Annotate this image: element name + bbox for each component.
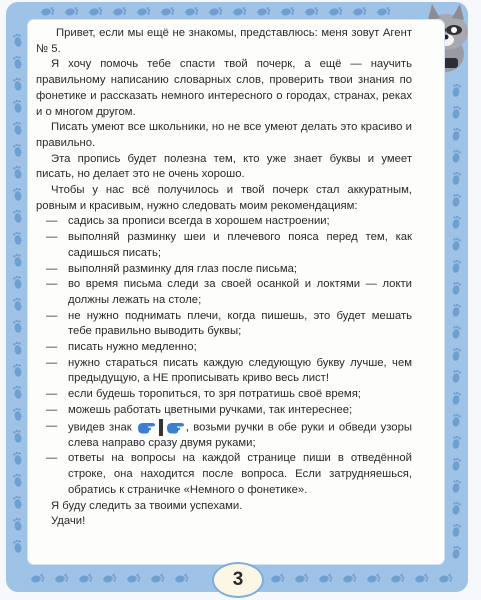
list-item: — садись за прописи всегда в хорошем настроении; xyxy=(46,215,330,228)
footprint-icon xyxy=(209,7,223,17)
list-item: — можешь работать цветными ручками, так интереснее; xyxy=(46,403,353,416)
footprint-icon xyxy=(13,517,23,531)
footprint-icon xyxy=(13,121,23,135)
footprint-icon xyxy=(451,105,461,119)
footprint-icon xyxy=(13,473,23,487)
footprint-icon xyxy=(13,209,23,223)
footprint-icon xyxy=(451,83,461,97)
footprint-icon xyxy=(13,55,23,69)
footprint-icon xyxy=(415,574,429,584)
recommendations-list xyxy=(36,214,412,498)
footprint-icon xyxy=(439,574,453,584)
footprint-icon xyxy=(113,7,127,17)
footprint-icon xyxy=(391,574,405,584)
footprint-icon xyxy=(257,7,271,17)
footprint-icon xyxy=(451,237,461,251)
footprint-icon xyxy=(79,574,93,584)
recommendations-intro: Чтобы у нас всё получилось и твой почерк стал аккуратным, ровным и красивым, нужно следовать моим рекомендациям: xyxy=(36,184,412,212)
list-item: — во время письма следи за своей осанкой и локтями — локти должны лежать на столе; xyxy=(46,278,412,306)
footprint-icon xyxy=(41,7,55,17)
footprint-icon xyxy=(281,7,295,17)
footprint-icon xyxy=(13,297,23,311)
footprint-icon xyxy=(451,281,461,295)
footprint-icon xyxy=(103,574,117,584)
footprint-icon xyxy=(451,149,461,163)
instructions-text xyxy=(36,26,412,530)
footprint-icon xyxy=(367,574,381,584)
footprint-icon xyxy=(305,7,319,17)
footprint-icon xyxy=(353,7,367,17)
list-item: — писать нужно медленно; xyxy=(46,341,197,354)
footprint-icon xyxy=(13,385,23,399)
purpose-paragraph: Я хочу помочь тебе спасти твой почерк, а ещё — научить правильному написанию словарных слов, проверить твои знания по фонетике и рассказать немного интересного о городах, странах, реках и о многом другом. xyxy=(36,58,412,118)
footprint-icon xyxy=(13,77,23,91)
footprint-icon xyxy=(13,33,23,47)
footprint-icon xyxy=(451,171,461,185)
list-item: — ответы на вопросы на каждой странице пиши в отведённой строке, она находится после вопроса. Если затрудняешься, обратись к страничке «Немного о фонетике». xyxy=(46,452,412,496)
footprint-icon xyxy=(89,7,103,17)
footprint-icon xyxy=(13,253,23,267)
footprint-icon xyxy=(13,407,23,421)
footprint-icon xyxy=(13,99,23,113)
closing-paragraph: Я буду следить за твоими успехами. xyxy=(51,499,243,512)
footprint-icon xyxy=(451,391,461,405)
footprint-icon xyxy=(175,574,189,584)
footprint-icon xyxy=(451,193,461,207)
footprint-icon xyxy=(13,165,23,179)
footprint-icon xyxy=(233,7,247,17)
footprint-icon xyxy=(13,363,23,377)
footprint-icon xyxy=(13,143,23,157)
audience-paragraph: Эта пропись будет полезна тем, кто уже знает буквы и умеет писать, но делает это не очень хорошо. xyxy=(36,152,412,181)
footprint-icon xyxy=(31,574,45,584)
footprint-icon xyxy=(161,7,175,17)
footprint-icon xyxy=(13,187,23,201)
footprint-icon xyxy=(451,347,461,361)
footprint-icon xyxy=(451,259,461,273)
footprint-icon xyxy=(13,231,23,245)
footprint-icon xyxy=(271,574,285,584)
good-luck-paragraph: Удачи! xyxy=(51,515,86,528)
footprint-icon xyxy=(185,7,199,17)
footprint-icon xyxy=(451,501,461,515)
intro-paragraph: Привет, если мы ещё не знакомы, представлюсь: меня зовут Агент № 5. xyxy=(36,27,412,55)
footprint-icon xyxy=(13,495,23,509)
footprint-icon xyxy=(451,457,461,471)
footprint-icon xyxy=(451,369,461,383)
footprint-icon xyxy=(127,574,141,584)
footprint-icon xyxy=(13,275,23,289)
footprint-icon xyxy=(451,545,461,559)
list-item: — выполняй разминку шеи и плечевого пояса перед тем, как садишься писать; xyxy=(46,231,412,259)
skill-paragraph: Писать умеют все школьники, но не все умеют делать это красиво и правильно. xyxy=(36,121,412,149)
footprint-icon xyxy=(451,127,461,141)
list-item: — нужно стараться писать каждую следующую букву лучше, чем предыдущую, а НЕ прописывать криво весь лист! xyxy=(46,356,412,385)
footprint-icon xyxy=(451,325,461,339)
page-number: 3 xyxy=(212,562,264,598)
list-item: — выполняй разминку для глаз после письма; xyxy=(46,262,298,275)
footprint-icon xyxy=(137,7,151,17)
footprint-icon xyxy=(295,574,309,584)
footprint-icon xyxy=(13,341,23,355)
footprint-icon xyxy=(55,574,69,584)
footprint-icon xyxy=(319,574,333,584)
footprint-icon xyxy=(451,215,461,229)
footprint-icon xyxy=(65,7,79,17)
footprint-icon xyxy=(451,523,461,537)
footprint-icon xyxy=(13,539,23,553)
footprint-icon xyxy=(451,413,461,427)
footprint-icon xyxy=(377,7,391,17)
footprint-icon xyxy=(13,429,23,443)
footprint-icon xyxy=(343,574,357,584)
list-item: — не нужно поднимать плечи, когда пишешь, это будет мешать тебе правильно выводить буквы; xyxy=(46,309,412,338)
list-item: — если будешь торопиться, то зря потратишь своё время; xyxy=(46,388,361,401)
footprint-icon xyxy=(451,303,461,317)
list-item-sign: — увидев знак , возьми ручки в обе руки и обведи узоры слева направо сразу двумя руками; xyxy=(46,419,412,449)
footprint-icon xyxy=(151,574,165,584)
pointing-hand-icon xyxy=(136,419,161,436)
footprint-icon xyxy=(329,7,343,17)
footprint-icon xyxy=(13,451,23,465)
footprint-icon xyxy=(451,435,461,449)
footprint-icon xyxy=(13,319,23,333)
footprint-icon xyxy=(451,479,461,493)
pointing-hand-icon xyxy=(161,419,186,436)
